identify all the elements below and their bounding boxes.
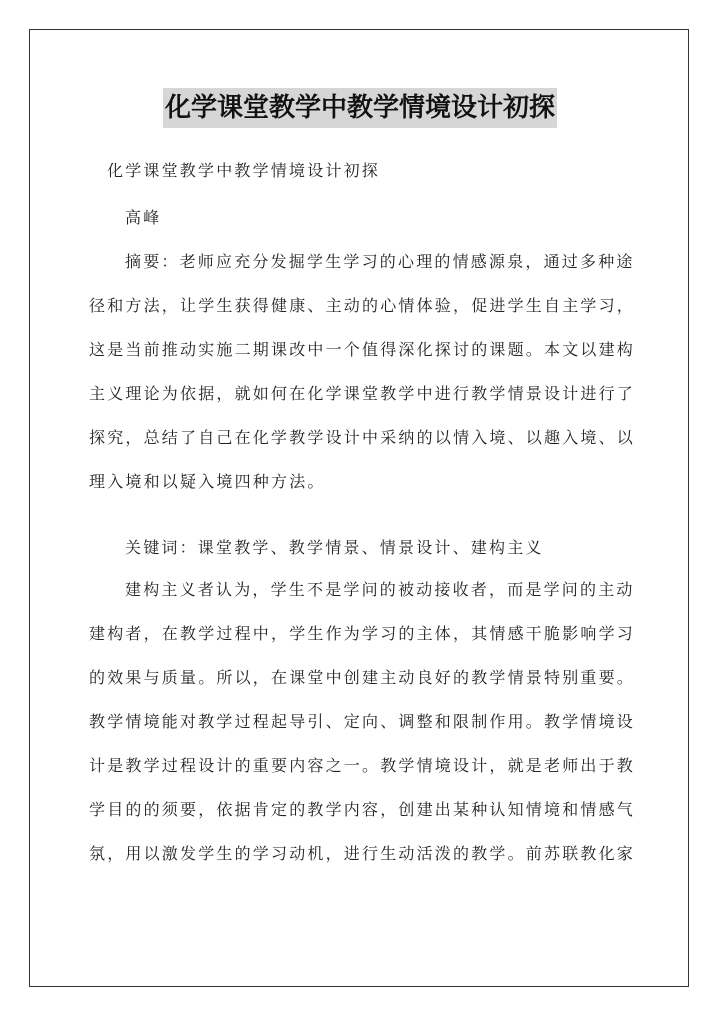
document-author: 高峰 <box>125 208 162 227</box>
abstract-line: 径和方法，让学生获得健康、主动的心情体验，促进学生自主学习， <box>89 296 636 315</box>
abstract-line: 摘要：老师应充分发掘学生学习的心理的情感源泉，通过多种途 <box>125 252 635 271</box>
body-line: 教学情境能对教学过程起导引、定向、调整和限制作用。教学情境设 <box>89 712 636 731</box>
abstract-line: 探究，总结了自己在化学教学设计中采纳的以情入境、以趣入境、以 <box>89 428 636 447</box>
abstract-line: 理入境和以疑入境四种方法。 <box>89 472 326 491</box>
abstract-line: 这是当前推动实施二期课改中一个值得深化探讨的课题。本文以建构 <box>89 340 636 359</box>
body-line: 氛，用以激发学生的学习动机，进行生动活泼的教学。前苏联教化家 <box>89 844 636 863</box>
body-line: 建构主义者认为，学生不是学问的被动接收者，而是学问的主动 <box>125 580 635 599</box>
document-title-wrap <box>0 88 720 128</box>
body-line: 计是教学过程设计的重要内容之一。教学情境设计，就是老师出于教 <box>89 756 636 775</box>
keywords-line: 关键词：课堂教学、教学情景、情景设计、建构主义 <box>125 538 544 557</box>
document-title: 化学课堂教学中教学情境设计初探 <box>163 88 557 128</box>
body-paragraph <box>89 572 636 872</box>
body-line: 学目的的须要，依据肯定的教学内容，创建出某种认知情境和情感气 <box>89 800 636 819</box>
document-subtitle: 化学课堂教学中教学情境设计初探 <box>107 161 381 180</box>
abstract-paragraph <box>89 244 636 500</box>
body-line: 建构者，在教学过程中，学生作为学习的主体，其情感干脆影响学习 <box>89 624 636 643</box>
abstract-line: 主义理论为依据，就如何在化学课堂教学中进行教学情景设计进行了 <box>89 384 636 403</box>
body-line: 的效果与质量。所以，在课堂中创建主动良好的教学情景特别重要。 <box>89 668 636 687</box>
